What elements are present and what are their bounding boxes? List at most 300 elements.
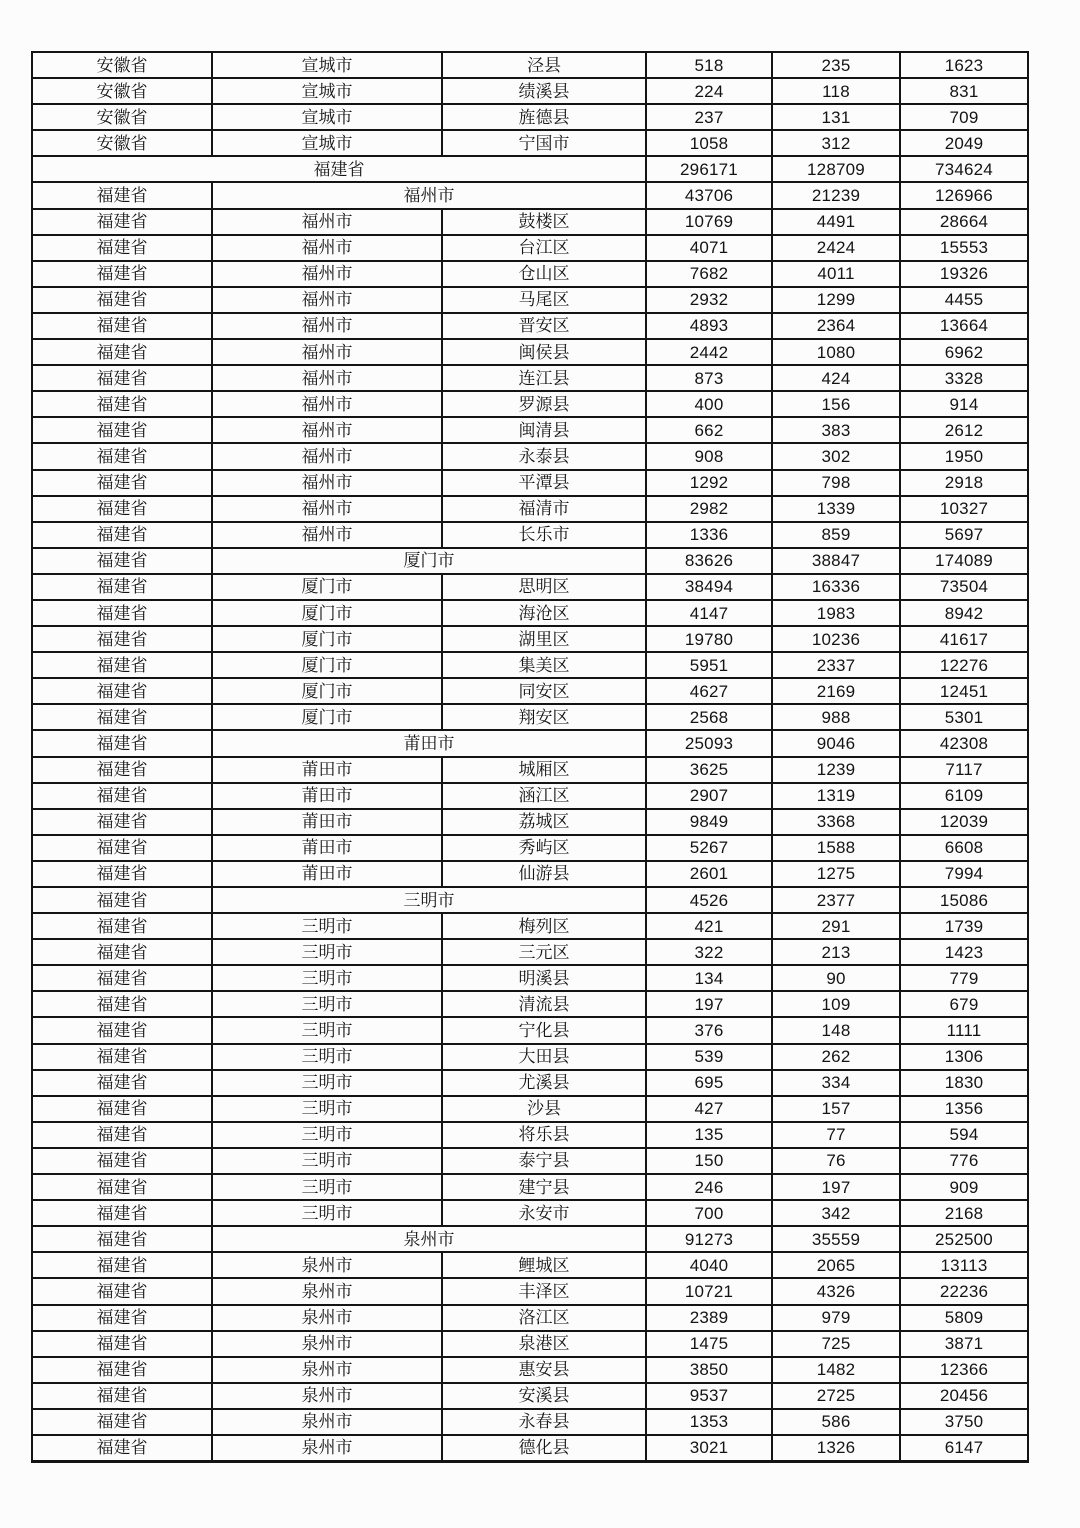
city-cell: 三明市 [212,1017,442,1043]
value-cell: 2169 [772,678,900,704]
table-row [32,835,1028,861]
value-cell: 700 [646,1200,772,1226]
value-cell: 873 [646,365,772,391]
city-total-cell: 莆田市 [212,730,646,756]
city-cell: 福州市 [212,339,442,365]
value-cell: 10769 [646,209,772,235]
table-row [32,991,1028,1017]
value-cell: 2049 [900,130,1028,156]
value-cell: 594 [900,1122,1028,1148]
province-cell: 福建省 [32,209,212,235]
province-cell: 安徽省 [32,130,212,156]
city-cell: 三明市 [212,1044,442,1070]
province-cell: 福建省 [32,913,212,939]
table-row [32,1226,1028,1252]
table-row [32,496,1028,522]
value-cell: 5267 [646,835,772,861]
value-cell: 10236 [772,626,900,652]
value-cell: 2364 [772,313,900,339]
value-cell: 734624 [900,156,1028,182]
value-cell: 5301 [900,704,1028,730]
value-cell: 1336 [646,522,772,548]
table-row [32,1148,1028,1174]
city-cell: 泉州市 [212,1331,442,1357]
district-cell: 平潭县 [442,470,646,496]
province-cell: 福建省 [32,678,212,704]
table-row [32,391,1028,417]
city-cell: 福州市 [212,209,442,235]
province-cell: 福建省 [32,470,212,496]
value-cell: 118 [772,78,900,104]
table-row [32,1409,1028,1435]
value-cell: 6147 [900,1435,1028,1461]
province-cell: 福建省 [32,574,212,600]
value-cell: 197 [646,991,772,1017]
city-cell: 莆田市 [212,757,442,783]
table-row [32,1383,1028,1409]
table-row [32,209,1028,235]
value-cell: 38847 [772,548,900,574]
value-cell: 2725 [772,1383,900,1409]
city-cell: 泉州市 [212,1357,442,1383]
value-cell: 197 [772,1174,900,1200]
value-cell: 134 [646,965,772,991]
value-cell: 4893 [646,313,772,339]
district-cell: 将乐县 [442,1122,646,1148]
value-cell: 12366 [900,1357,1028,1383]
province-cell: 福建省 [32,1044,212,1070]
value-cell: 4627 [646,678,772,704]
table-row [32,861,1028,887]
value-cell: 12276 [900,652,1028,678]
table-row [32,1070,1028,1096]
province-cell: 福建省 [32,1226,212,1252]
value-cell: 6109 [900,783,1028,809]
district-cell: 集美区 [442,652,646,678]
district-cell: 惠安县 [442,1357,646,1383]
value-cell: 7117 [900,757,1028,783]
table-row [32,443,1028,469]
value-cell: 6608 [900,835,1028,861]
province-cell: 福建省 [32,809,212,835]
value-cell: 662 [646,417,772,443]
district-cell: 清流县 [442,991,646,1017]
value-cell: 43706 [646,182,772,208]
value-cell: 1475 [646,1331,772,1357]
value-cell: 4491 [772,209,900,235]
province-cell: 福建省 [32,1331,212,1357]
value-cell: 7994 [900,861,1028,887]
table-row [32,574,1028,600]
value-cell: 1239 [772,757,900,783]
value-cell: 73504 [900,574,1028,600]
value-cell: 1950 [900,443,1028,469]
table-row [32,757,1028,783]
value-cell: 1983 [772,600,900,626]
district-cell: 罗源县 [442,391,646,417]
province-cell: 福建省 [32,548,212,574]
province-cell: 福建省 [32,861,212,887]
city-cell: 厦门市 [212,652,442,678]
district-cell: 泉港区 [442,1331,646,1357]
table-row [32,78,1028,104]
city-cell: 三明市 [212,1200,442,1226]
value-cell: 19780 [646,626,772,652]
table-row [32,1096,1028,1122]
value-cell: 4040 [646,1252,772,1278]
city-cell: 福州市 [212,313,442,339]
city-cell: 三明市 [212,1148,442,1174]
value-cell: 148 [772,1017,900,1043]
value-cell: 41617 [900,626,1028,652]
value-cell: 5951 [646,652,772,678]
province-cell: 福建省 [32,887,212,913]
value-cell: 135 [646,1122,772,1148]
province-cell: 福建省 [32,730,212,756]
value-cell: 13113 [900,1252,1028,1278]
table-row [32,548,1028,574]
value-cell: 109 [772,991,900,1017]
city-cell: 泉州市 [212,1435,442,1461]
city-cell: 三明市 [212,1122,442,1148]
province-cell: 福建省 [32,1017,212,1043]
city-cell: 宣城市 [212,130,442,156]
table-row [32,652,1028,678]
city-cell: 莆田市 [212,861,442,887]
table-row [32,678,1028,704]
province-cell: 福建省 [32,1357,212,1383]
value-cell: 2337 [772,652,900,678]
value-cell: 262 [772,1044,900,1070]
value-cell: 322 [646,939,772,965]
value-cell: 1292 [646,470,772,496]
city-cell: 三明市 [212,1070,442,1096]
city-cell: 厦门市 [212,574,442,600]
value-cell: 1326 [772,1435,900,1461]
table-row [32,1044,1028,1070]
city-cell: 三明市 [212,913,442,939]
province-cell: 福建省 [32,1383,212,1409]
value-cell: 4326 [772,1278,900,1304]
value-cell: 4526 [646,887,772,913]
value-cell: 3368 [772,809,900,835]
value-cell: 2568 [646,704,772,730]
value-cell: 859 [772,522,900,548]
district-cell: 闽侯县 [442,339,646,365]
province-cell: 福建省 [32,1278,212,1304]
value-cell: 224 [646,78,772,104]
value-cell: 1356 [900,1096,1028,1122]
value-cell: 979 [772,1305,900,1331]
district-cell: 同安区 [442,678,646,704]
city-cell: 厦门市 [212,678,442,704]
value-cell: 679 [900,991,1028,1017]
value-cell: 3625 [646,757,772,783]
value-cell: 539 [646,1044,772,1070]
value-cell: 1111 [900,1017,1028,1043]
province-cell: 福建省 [32,1305,212,1331]
value-cell: 42308 [900,730,1028,756]
value-cell: 376 [646,1017,772,1043]
value-cell: 1339 [772,496,900,522]
district-cell: 福清市 [442,496,646,522]
city-cell: 泉州市 [212,1278,442,1304]
city-total-cell: 福州市 [212,182,646,208]
city-cell: 泉州市 [212,1305,442,1331]
table-row [32,470,1028,496]
table-row [32,1305,1028,1331]
value-cell: 2168 [900,1200,1028,1226]
city-cell: 莆田市 [212,835,442,861]
value-cell: 3328 [900,365,1028,391]
province-cell: 福建省 [32,235,212,261]
value-cell: 213 [772,939,900,965]
district-cell: 尤溪县 [442,1070,646,1096]
province-cell: 福建省 [32,1435,212,1461]
region-table-body [32,52,1028,1461]
value-cell: 2612 [900,417,1028,443]
table-row [32,1017,1028,1043]
province-cell: 福建省 [32,1148,212,1174]
district-cell: 仓山区 [442,261,646,287]
value-cell: 252500 [900,1226,1028,1252]
value-cell: 1623 [900,52,1028,78]
value-cell: 4455 [900,287,1028,313]
value-cell: 586 [772,1409,900,1435]
district-cell: 思明区 [442,574,646,600]
table-row [32,887,1028,913]
value-cell: 776 [900,1148,1028,1174]
table-row [32,965,1028,991]
district-cell: 涵江区 [442,783,646,809]
table-row [32,261,1028,287]
table-row [32,156,1028,182]
table-row [32,730,1028,756]
district-cell: 连江县 [442,365,646,391]
value-cell: 4071 [646,235,772,261]
district-cell: 三元区 [442,939,646,965]
district-cell: 闽清县 [442,417,646,443]
value-cell: 28664 [900,209,1028,235]
city-cell: 宣城市 [212,78,442,104]
province-cell: 福建省 [32,965,212,991]
value-cell: 2601 [646,861,772,887]
district-cell: 永泰县 [442,443,646,469]
table-row [32,913,1028,939]
value-cell: 291 [772,913,900,939]
value-cell: 25093 [646,730,772,756]
value-cell: 3021 [646,1435,772,1461]
value-cell: 798 [772,470,900,496]
table-row [32,809,1028,835]
value-cell: 1588 [772,835,900,861]
value-cell: 6962 [900,339,1028,365]
city-cell: 福州市 [212,522,442,548]
value-cell: 12039 [900,809,1028,835]
value-cell: 725 [772,1331,900,1357]
value-cell: 1275 [772,861,900,887]
district-cell: 德化县 [442,1435,646,1461]
district-cell: 梅列区 [442,913,646,939]
value-cell: 15553 [900,235,1028,261]
city-cell: 福州市 [212,391,442,417]
province-cell: 福建省 [32,600,212,626]
city-cell: 福州市 [212,287,442,313]
province-cell: 福建省 [32,626,212,652]
district-cell: 秀屿区 [442,835,646,861]
province-cell: 福建省 [32,704,212,730]
value-cell: 20456 [900,1383,1028,1409]
value-cell: 131 [772,104,900,130]
value-cell: 2389 [646,1305,772,1331]
city-cell: 三明市 [212,1174,442,1200]
district-cell: 明溪县 [442,965,646,991]
value-cell: 424 [772,365,900,391]
province-cell: 安徽省 [32,104,212,130]
value-cell: 3871 [900,1331,1028,1357]
district-cell: 鲤城区 [442,1252,646,1278]
value-cell: 2907 [646,783,772,809]
value-cell: 2932 [646,287,772,313]
district-cell: 晋安区 [442,313,646,339]
district-cell: 宁国市 [442,130,646,156]
city-cell: 厦门市 [212,600,442,626]
province-cell: 福建省 [32,1096,212,1122]
value-cell: 1319 [772,783,900,809]
value-cell: 1482 [772,1357,900,1383]
value-cell: 2982 [646,496,772,522]
value-cell: 157 [772,1096,900,1122]
city-cell: 宣城市 [212,52,442,78]
province-cell: 福建省 [32,835,212,861]
value-cell: 2424 [772,235,900,261]
value-cell: 421 [646,913,772,939]
table-row [32,52,1028,78]
value-cell: 3750 [900,1409,1028,1435]
value-cell: 15086 [900,887,1028,913]
city-cell: 厦门市 [212,704,442,730]
value-cell: 38494 [646,574,772,600]
table-row [32,130,1028,156]
province-cell: 福建省 [32,287,212,313]
table-row [32,1200,1028,1226]
city-cell: 福州市 [212,496,442,522]
district-cell: 鼓楼区 [442,209,646,235]
city-cell: 泉州市 [212,1409,442,1435]
district-cell: 仙游县 [442,861,646,887]
value-cell: 909 [900,1174,1028,1200]
table-row [32,704,1028,730]
district-cell: 旌德县 [442,104,646,130]
district-cell: 海沧区 [442,600,646,626]
province-cell: 福建省 [32,1174,212,1200]
value-cell: 296171 [646,156,772,182]
value-cell: 90 [772,965,900,991]
table-row [32,600,1028,626]
value-cell: 4011 [772,261,900,287]
city-cell: 福州市 [212,470,442,496]
value-cell: 400 [646,391,772,417]
city-cell: 三明市 [212,939,442,965]
district-cell: 永安市 [442,1200,646,1226]
value-cell: 91273 [646,1226,772,1252]
province-cell: 福建省 [32,652,212,678]
value-cell: 10721 [646,1278,772,1304]
value-cell: 246 [646,1174,772,1200]
table-row [32,365,1028,391]
province-cell: 福建省 [32,1070,212,1096]
value-cell: 3850 [646,1357,772,1383]
table-row [32,522,1028,548]
value-cell: 914 [900,391,1028,417]
province-cell: 福建省 [32,783,212,809]
city-cell: 莆田市 [212,809,442,835]
province-cell: 福建省 [32,443,212,469]
province-cell: 福建省 [32,391,212,417]
value-cell: 2065 [772,1252,900,1278]
province-cell: 福建省 [32,939,212,965]
value-cell: 35559 [772,1226,900,1252]
value-cell: 13664 [900,313,1028,339]
table-row [32,235,1028,261]
table-row [32,1331,1028,1357]
value-cell: 7682 [646,261,772,287]
district-cell: 绩溪县 [442,78,646,104]
value-cell: 1739 [900,913,1028,939]
value-cell: 77 [772,1122,900,1148]
value-cell: 9849 [646,809,772,835]
province-cell: 福建省 [32,757,212,783]
district-cell: 洛江区 [442,1305,646,1331]
city-total-cell: 泉州市 [212,1226,646,1252]
city-cell: 厦门市 [212,626,442,652]
province-cell: 福建省 [32,339,212,365]
table-row [32,287,1028,313]
district-cell: 泾县 [442,52,646,78]
value-cell: 237 [646,104,772,130]
province-total-cell: 福建省 [32,156,646,182]
table-row [32,1357,1028,1383]
province-cell: 福建省 [32,1122,212,1148]
city-cell: 宣城市 [212,104,442,130]
value-cell: 128709 [772,156,900,182]
value-cell: 1353 [646,1409,772,1435]
district-cell: 湖里区 [442,626,646,652]
value-cell: 21239 [772,182,900,208]
district-cell: 城厢区 [442,757,646,783]
region-statistics-table [31,51,1029,1463]
district-cell: 永春县 [442,1409,646,1435]
value-cell: 1830 [900,1070,1028,1096]
district-cell: 长乐市 [442,522,646,548]
value-cell: 1058 [646,130,772,156]
value-cell: 235 [772,52,900,78]
value-cell: 908 [646,443,772,469]
province-cell: 福建省 [32,1200,212,1226]
value-cell: 19326 [900,261,1028,287]
value-cell: 16336 [772,574,900,600]
city-total-cell: 三明市 [212,887,646,913]
value-cell: 695 [646,1070,772,1096]
value-cell: 312 [772,130,900,156]
value-cell: 831 [900,78,1028,104]
table-row [32,1252,1028,1278]
value-cell: 342 [772,1200,900,1226]
value-cell: 5809 [900,1305,1028,1331]
city-cell: 福州市 [212,261,442,287]
district-cell: 安溪县 [442,1383,646,1409]
value-cell: 156 [772,391,900,417]
